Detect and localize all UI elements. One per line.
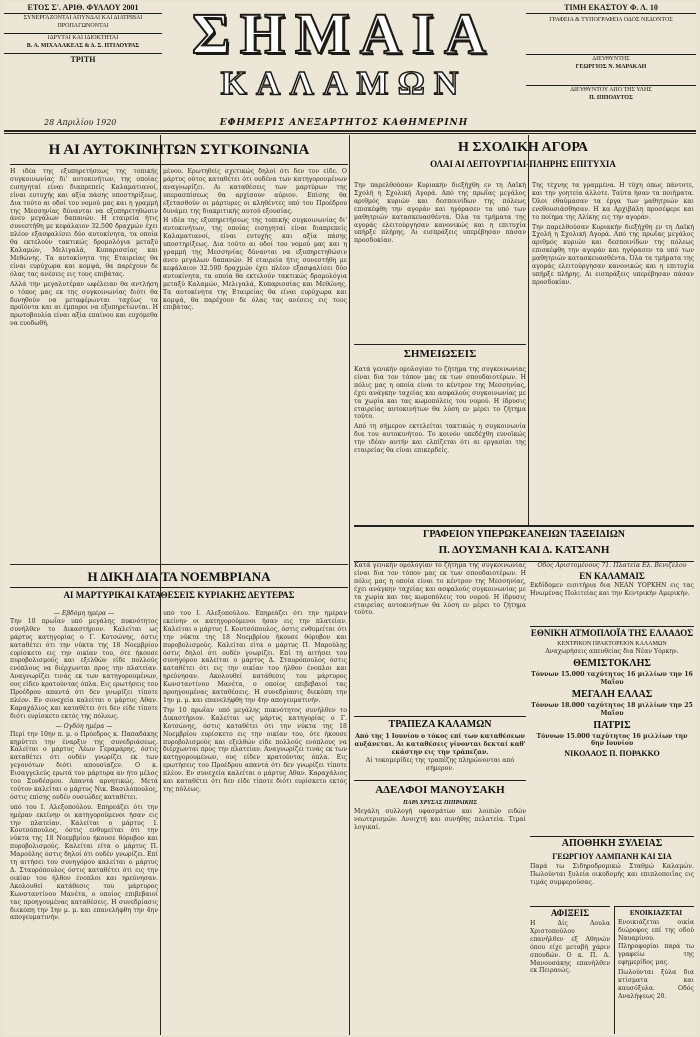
title-sima: ΣΗΜΑΙΑ xyxy=(191,1,497,66)
director-label: ΔΙΕΥΘΥΝΤΗΣ xyxy=(526,54,696,63)
newspaper-subtitle: ΕΦΗΜΕΡΙΣ ΑΝΕΞΑΡΤΗΤΟΣ ΚΑΘΗΜΕΡΙΝΗ xyxy=(219,118,469,128)
article-2-title: Η ΔΙΚΗ ΔΙΑ ΤΑ ΝΟΕΜΒΡΙΑΝΑ xyxy=(87,569,271,584)
article-2-day-1: — Εβδόμη ημέρα — xyxy=(53,610,115,617)
article-4-right: Της τέχνης τα γραμμένα. Η τύχη όπως πάντοτε, και την γοητεία άλλοτε. Ταύτα ήσαν τα ποιήματα. Όλοι εθαύμασαν τα έργα των μαθητριών και ενεθουσιάσθησαν. Η κα Αρχιβάλη προσέφερε και το ποίημα της Αλίκης εις την αγοράν. xyxy=(532,182,694,221)
travel-office-city: ΕΝ ΚΑΛΑΜΑΙΣ xyxy=(579,570,645,581)
masthead-rule-thin xyxy=(4,133,696,134)
bank-title: ΤΡΑΠΕΖΑ ΚΑΛΑΜΩΝ xyxy=(388,719,492,730)
arrivals-title: ΑΦΙΞΕΙΣ xyxy=(550,908,590,918)
article-4-col-1 xyxy=(354,182,526,342)
day: ΤΡΙΤΗ xyxy=(4,53,162,65)
manousakis-box xyxy=(354,780,526,1036)
column-rule-2 xyxy=(349,135,350,1035)
article-2-col-2-text: υπό του Ι. Αλεξοπούλου. Επηρεάζει ότι την ημέραν εκείνην οι κατηγορούμενοι ήσαν εις την πλατείαν. Καλείται ο μάρτυς Ι. Κουτσόπουλος, όστις ενθυμείται ότι την νύκτα της 18 Νοεμβρίου ήκουσε θόρυβον και πυροβολισμούς. Καλείται είτα ο μάρτυς Π. Μαρούλης όστις δηλοί ότι ουδέν γνωρίζει. Επί τη αιτήσει του συνηγόρου καλείται ο μάρτυς Δ. Σταυρόπουλος όστις καταθέτει ότι εις την οικίαν του ήλθον ένοπλοι και ηρεύνησαν. Ακολουθεί κατάθεσις του μάρτυρος Κωνσταντίνου Μανέτα, ο οποίος επιβεβαιοί τας προηγουμένας καταθέσεις. Η συνεδρίασις διεκόπη την 1ην μ. μ. και επανελήφθη την 4ην απογευματινήν. xyxy=(163,610,347,704)
manousakis-subtitle: ΠΑΡΑ ΧΡΥΣΑΣ ΠΙΠΡΑΙΚΗΣ xyxy=(402,800,478,806)
collaborators-line-1: ΣΥΝΕΡΓΑΖΟΝΤΑΙ ΑΠΥΝΔΑΙ ΚΑΙ ΔΙΑΤΡΙΒΑΙ xyxy=(4,13,162,22)
bank-body: Από της 1 Ιουνίου ο τόκος επί των καταθέσεων αυξάνεται. Αι καταθέσεις γίνονται δεκταί καθ' εκάστην εις την τράπεζαν. xyxy=(354,733,526,756)
article-4-subtitle: ΟΛΑΙ ΑΙ ΛΕΙΤΟΥΡΓΙΑΙ-ΠΛΗΡΗΣ ΕΠΙΤΥΧΙΑ xyxy=(430,159,616,169)
article-2-col-2-text-2: Την 10 πρωΐαν υπό μεγάλης πυκνότητος συνήλθεν το Δικαστήριον. Καλείται ως μάρτυς κατηγορίας ο Γ. Κοτσώνης, όστις καταθέτει ότι την νύκτα της 18 Νοεμβρίου ευρίσκετο εις την οικίαν του, ότε ήκουσε πυροβολισμούς και εξελθών είδε πολλούς ενόπλους να διέρχωνται προς την πλατείαν. Αναγνωρίζει τινάς εκ των κατηγορουμένων, ους είδεν κρατούντας όπλα. Εις ερωτήσεις του Προέδρου απαντά ότι δεν γνωρίζει τίποτε πλέον. Εν συνεχεία καλείται ο μάρτυς Αθαν. Καραχάλιος και καταθέτει ότι δεν είδε τίποτε διότι ευρίσκετο εκτός της πόλεως. xyxy=(163,706,347,793)
article-1-header xyxy=(10,138,348,165)
issue-date: 28 Απριλίου 1920 xyxy=(44,118,117,127)
article-1-body-2: Αλλά την μεγαλυτέραν ωφέλειαν θα αντλήση ο τόπος μας εκ της συγκοινωνίας διότι θα δυνηθούν να μεταφέρωνται ταχέως τα προϊόντα και αι έμποροι να εξυπηρετώνται. Η πρωτοβουλία είναι αξία επαίνου και ευχόμεθα να ευοδωθή. xyxy=(10,280,158,328)
bank-sub: Αί τοκομερίδες της τραπέζης πληρώνονται από σήμερον. xyxy=(365,756,515,772)
article-2-day-2: — Ογδόη ημέρα — xyxy=(55,722,113,730)
steamship-ad xyxy=(530,626,694,833)
article-5-body: Κατά γενικήν ομολογίαν το ζήτημα της συγκοινωνίας είναι δια τον τόπον μας εκ των σπουδαιοτέρων. Η πόλις μας η οποία είναι το κέντρον της Μεσσηνίας, έχει ανάγκην ταχείας και ασφαλούς συγκοινωνίας με τα χωρία και τας κωμοπόλεις του νομού. Η ίδρυσις εταιρείας αυτοκινήτων θα λύση εν μέρει το ζήτημα τούτο. xyxy=(354,366,526,421)
article-1-col-2-text-2: Η ιδέα της εξυπηρετήσεως της τοπικής συγκοινωνίας δι' αυτοκινήτων, της οποίας εισηγηταί είναι διαπρεπείς Καλαματιανοί, είναι ευτυχής και αξία πάσης υποστηρίξεως. Δια τούτο αι οδοί του νομού μας και η γραμμή της Μεσσηνίας δύνανται να εξυπηρετηθώσιν άνευ μεγάλων δαπανών. Η εταιρεία ήτις συνεστήθη με κεφάλαιον 32.500 δραχμών έχει πλέον εξασφαλίσει δύο αυτοκίνητα, τα οποία θα εκτελούν τακτικώς δρομολόγια μεταξύ Καλαμών, Μελιγαλά, Κυπαρισσίας και Μεθώνης. Τα αυτοκίνητα της Εταιρείας θα είναι ευρύχωρα και κομψά, θα παρέχουν δε όλας τας ανέσεις εις τους επιβάτας. xyxy=(163,217,347,312)
travel-office-header xyxy=(354,525,694,562)
chief-label: ΔΙΕΥΘΥΝΤΟΥ ΑΠΟ ΤΗΣ ΥΛΗΣ xyxy=(526,85,696,94)
timber-ad xyxy=(530,836,694,903)
travel-office-title: ΓΡΑΦΕΙΟΝ ΥΠΕΡΩΚΕΑΝΕΙΩΝ ΤΑΞΕΙΔΙΩΝ xyxy=(423,529,625,540)
article-1-col-2-text: μένου. Ερωτηθείς σχετικώς δηλοί ότι δεν τον είδε. Ο μάρτυς ούτος καταθέτει ότι ουδένα των κατηγορουμένων αναγνωρίζει. Αι καταθέσεις των μαρτύρων της υπερασπίσεως θα αρχίσουν αύριον. Επίσης θα εξετασθούν οι μάρτυρες οι κληθέντες υπό του Προέδρου δυνάμει της διακριτικής αυτού εξουσίας. xyxy=(163,168,347,215)
column-rule-3 xyxy=(528,135,529,525)
article-4-title: Η ΣΧΟΛΙΚΗ ΑΓΟΡΑ xyxy=(457,140,589,155)
arrivals-body: Η Δίς Αουλα Χριστοπούλου επανήλθεν εξ Αθηνών όπου είχε μεταβή χάριν σπουδών. Ο κ. Π. Α. Μανουσάκης επανήλθεν εκ Πειραιώς. xyxy=(530,920,610,975)
rent-body: Ενοικιάζεται οικία διώροφος επί της οδού Ναυαρίνου. Πληροφορίαι παρά τω γραφείω της εφημερίδος μας. xyxy=(618,919,694,966)
article-4-right-2: Την παρελθούσαν Κυριακήν διεξήχθη εν τη Λαϊκή Σχολή η Σχολική Αγορά. Από της πρωΐας μεγάλος αριθμός κυριών και δεσποινίδων της πόλεως επισκέφθη την αγοράν και ηγόρασεν τα υπό των μαθητριών κατασκευασθέντα. Όλα τα τμήματα της αγοράς ελειτούργησαν κανονικώς και η επιτυχία υπήρξε πλήρης. Αι εισπράξεις υπερέβησαν πάσαν προσδοκίαν. xyxy=(532,223,694,286)
travel-office-body: Εκδίδομεν εισιτήρια δια ΝΕΑΝ ΥΟΡΚΗΝ εις τας Ηνωμένας Πολιτείας και την Κεντρικήν Αμερικήν. xyxy=(530,581,694,597)
article-2-header xyxy=(10,567,348,607)
arrivals-notice xyxy=(530,906,610,1035)
article-5-continued-text: Κατά γενικήν ομολογίαν το ζήτημα της συγκοινωνίας είναι δια τον τόπον μας εκ των σπουδαιοτέρων. Η πόλις μας η οποία είναι το κέντρον της Μεσσηνίας, έχει ανάγκην ταχείας και ασφαλούς συγκοινωνίας με τα χωρία και τας κωμοπόλεις του νομού. Η ίδρυσις εταιρείας αυτοκινήτων θα λύση εν μέρει το ζήτημα τούτο. xyxy=(354,562,526,617)
article-1-col-2 xyxy=(163,168,347,560)
newspaper-page xyxy=(4,2,696,1035)
ship-2-info: Τόννων 18.000 ταχύτητος 18 μιλλίων την 25 Μαΐου xyxy=(531,701,693,717)
article-2-body-2: Περί την 10ην π. μ. ο Πρόεδρος κ. Παπαδάκης κηρύττει την έναρξιν της συνεδριάσεως. Καλείται ο μάρτυς Λέων Γεραμάρης, όστις καταθέτει ότι ουδέν γνωρίζει εκ των γεγονότων διότι απουσίαζεν. Ο κ. Εισαγγελεύς ερωτά τον μάρτυρα αν ήτο μέλος του Συνδέσμου. Απαντά αρνητικώς. Μετά τούτον καλείται ο μάρτυς Νικ. Βασιλόπουλος, όστις επίσης ουδέν ουσιώδες καταθέτει. xyxy=(10,730,158,801)
steamship-title: ΕΘΝΙΚΗ ΑΤΜΟΠΛΟΪΑ ΤΗΣ ΕΛΛΑΔΟΣ xyxy=(530,628,694,638)
sale-body: Πωλούνται ξύλα δια κτίσματα και καυσόξυλα. Οδός Αναλήψεως 20. xyxy=(618,969,694,1001)
timber-title: ΑΠΟΘΗΚΗ ΞΥΛΕΙΑΣ xyxy=(561,838,663,849)
rent-title: ΕΝΟΙΚΙΑΖΕΤΑΙ xyxy=(629,909,683,917)
masthead-rule xyxy=(4,130,696,132)
issue-line: ΕΤΟΣ Σ'. ΑΡΙΘ. ΦΥΛΛΟΥ 2001 xyxy=(27,3,139,12)
article-2-rule xyxy=(10,564,348,565)
steamship-agent: ΝΙΚΟΛΑΟΣ Π. ΠΟΡΑΚΚΟ xyxy=(564,749,660,759)
founders-label: ΙΔΡΥΤΑΙ ΚΑΙ ΙΔΙΟΚΤΗΤΑΙ xyxy=(4,33,162,42)
article-5-title: ΣΗΜΕΙΩΣΕΙΣ xyxy=(403,348,477,360)
ship-1-name: ΘΕΜΙΣΤΟΚΛΗΣ xyxy=(573,657,651,669)
article-1-col-1 xyxy=(10,168,158,560)
offices: ΓΡΑΦΕΙΑ & ΤΥΠΟΓΡΑΦΕΙΑ ΟΔΟΣ ΝΕΔΟΝΤΟΣ xyxy=(526,13,696,26)
manousakis-body: Μεγάλη συλλογή υφασμάτων και λοιπών ειδών νεωτερισμών. Ανοιχτή και συνήθης πελατεία. Τιμαί λογικαί. xyxy=(354,808,526,831)
ship-1-info: Τόννων 15.000 ταχύτητος 16 μιλλίων την 16 Μαΐου xyxy=(531,670,693,686)
ship-3-name: ΠΑΤΡΙΣ xyxy=(593,719,631,731)
article-5-header xyxy=(354,344,526,365)
collaborators-line-2: ΠΡΟΠΑΓΩΝΟΝΤΑΙ xyxy=(57,23,109,29)
founders: Β. Α. ΜΙΧΑΛΑΚΕΑΣ & Δ. Σ. ΠΤΙΛΟΥΡΑΣ xyxy=(26,43,140,49)
travel-office-details xyxy=(530,562,694,622)
article-2-col-2 xyxy=(163,610,347,1035)
steamship-note: Αναχωρήσεις απευθείας δια Νέαν Υόρκην. xyxy=(545,648,679,655)
article-4-body: Την παρελθούσαν Κυριακήν διεξήχθη εν τη Λαϊκή Σχολή η Σχολική Αγορά. Από της πρωΐας μεγάλος αριθμός κυριών και δεσποινίδων της πόλεως επισκέφθη την αγοράν και ηγόρασεν τα υπό των μαθητριών κατασκευασθέντα. Όλα τα τμήματα της αγοράς ελειτούργησαν κανονικώς και η επιτυχία υπήρξε πλήρης. Αι εισπράξεις υπερέβησαν πάσαν προσδοκίαν. xyxy=(354,182,526,245)
bank-box xyxy=(354,716,526,777)
article-2-subtitle: ΑΙ ΜΑΡΤΥΡΙΚΑΙ ΚΑΤΑΘΕΣΕΙΣ ΚΥΡΙΑΚΗΣ ΔΕΥΤΕΡΑΣ xyxy=(10,587,348,602)
article-4-header xyxy=(352,138,694,178)
masthead-left xyxy=(4,2,162,65)
article-2-body: Την 10 πρωΐαν υπό μεγάλης πυκνότητος συνήλθεν το Δικαστήριον. Καλείται ως μάρτυς κατηγορίας ο Γ. Κοτσώνης, όστις καταθέτει ότι την νύκτα της 18 Νοεμβρίου ευρίσκετο εις την οικίαν του, ότε ήκουσε πυροβολισμούς και εξελθών είδε πολλούς ενόπλους να διέρχωνται προς την πλατείαν. Αναγνωρίζει τινάς εκ των κατηγορουμένων, ους είδεν κρατούντας όπλα. Εις ερωτήσεις του Προέδρου απαντά ότι δεν γνωρίζει τίποτε πλέον. Εν συνεχεία καλείται ο μάρτυς Αθαν. Καραχάλιος και καταθέτει ότι δεν είδε τίποτε διότι ευρίσκετο εκτός της πόλεως. xyxy=(10,617,158,720)
title-kalamon: ΚΑΛΑΜΩΝ xyxy=(220,65,468,102)
director: ΓΕΩΡΓΙΟΣ Ν. ΜΑΡΑΚΑΗ xyxy=(575,64,647,70)
article-5-body-2: Από τη σήμερον εκτελείται τακτικώς η συγκοινωνία δια του αυτοκινήτου. Το κοινόν υπεδέχθη ευνοϊκώς την ιδέαν αυτήν και ελπίζεται ότι αι εργασίαι της εταιρείας θα είναι επικερδείς. xyxy=(354,423,526,455)
article-5-continued xyxy=(354,562,526,712)
ship-3-info: Τόννων 15.000 ταχύτητος 16 μιλλίων την 6ην Ιουνίου xyxy=(536,732,688,748)
steamship-subtitle: ΚΕΝΤΡΙΚΟΝ ΠΡΑΚΤΟΡΕΙΟΝ ΚΑΛΑΜΩΝ xyxy=(557,641,667,647)
timber-name: ΓΕΩΡΓΙΟΥ ΛΑΜΠΑΝΗ ΚΑΙ ΣΙΑ xyxy=(552,852,672,861)
travel-office-address: Οδός Αριστομένους 71. Πλατεία Ελ. Βενιζέλου xyxy=(537,562,687,569)
article-2-col-1 xyxy=(10,610,158,1035)
manousakis-title: ΑΔΕΛΦΟΙ ΜΑΝΟΥΣΑΚΗ xyxy=(375,784,505,796)
ship-2-name: ΜΕΓΑΛΗ ΕΛΛΑΣ xyxy=(571,688,653,700)
masthead-right xyxy=(526,2,696,102)
travel-office-name: Π. ΔΟΥΣΜΑΝΗ ΚΑΙ Δ. ΚΑΤΣΑΝΗ xyxy=(438,544,610,556)
article-1-title: Η ΑΙ ΑΥΤΟΚΙΝΗΤΩΝ ΣΥΓΚΟΙΝΩΝΙΑ xyxy=(48,142,310,158)
article-4-col-2 xyxy=(532,182,694,522)
timber-body: Παρά τω Σιδηροδρομικώ Σταθμώ Καλαμών. Πωλούνται ξυλεία οικοδομής και επιπλοποιΐας εις τιμάς συμφερούσας. xyxy=(530,863,694,886)
article-1-body: Η ιδέα της εξυπηρετήσεως της τοπικής συγκοινωνίας δι' αυτοκινήτων, της οποίας εισηγηταί είναι διαπρεπείς Καλαματιανοί, είναι ευτυχής και αξία πάσης υποστηρίξεως. Δια τούτο αι οδοί του νομού μας και η γραμμή της Μεσσηνίας δύνανται να εξυπηρετηθώσιν άνευ μεγάλων δαπανών. Η εταιρεία ήτις συνεστήθη με κεφάλαιον 32.500 δραχμών έχει πλέον εξασφαλίσει δύο αυτοκίνητα, τα οποία θα εκτελούν τακτικώς δρομολόγια μεταξύ Καλαμών, Μελιγαλά, Κυπαρισσίας και Μεθώνης. Τα αυτοκίνητα της Εταιρείας θα είναι ευρύχωρα και κομψά, θα παρέχουν δε όλας τας ανέσεις εις τους επιβάτας. xyxy=(10,168,158,278)
price: ΤΙΜΗ ΕΚΑΣΤΟΥ Φ. Λ. 10 xyxy=(564,3,658,12)
chief: Π. ΙΠΠΟΔΥΤΟΣ xyxy=(589,95,633,101)
article-2-body-3: υπό του Ι. Αλεξοπούλου. Επηρεάζει ότι την ημέραν εκείνην οι κατηγορούμενοι ήσαν εις την πλατείαν. Καλείται ο μάρτυς Ι. Κουτσόπουλος, όστις ενθυμείται ότι την νύκτα της 18 Νοεμβρίου ήκουσε θόρυβον και πυροβολισμούς. Καλείται είτα ο μάρτυς Π. Μαρούλης όστις δηλοί ότι ουδέν γνωρίζει. Επί τη αιτήσει του συνηγόρου καλείται ο μάρτυς Δ. Σταυρόπουλος όστις καταθέτει ότι εις την οικίαν του ήλθον ένοπλοι και ηρεύνησαν. Ακολουθεί κατάθεσις του μάρτυρος Κωνσταντίνου Μανέτα, ο οποίος επιβεβαιοί τας προηγουμένας καταθέσεις. Η συνεδρίασις διεκόπη την 1ην μ. μ. και επανελήφθη την 4ην απογευματινήν. xyxy=(10,803,158,922)
article-5-body-col xyxy=(354,366,526,522)
rent-notice xyxy=(614,906,694,1034)
